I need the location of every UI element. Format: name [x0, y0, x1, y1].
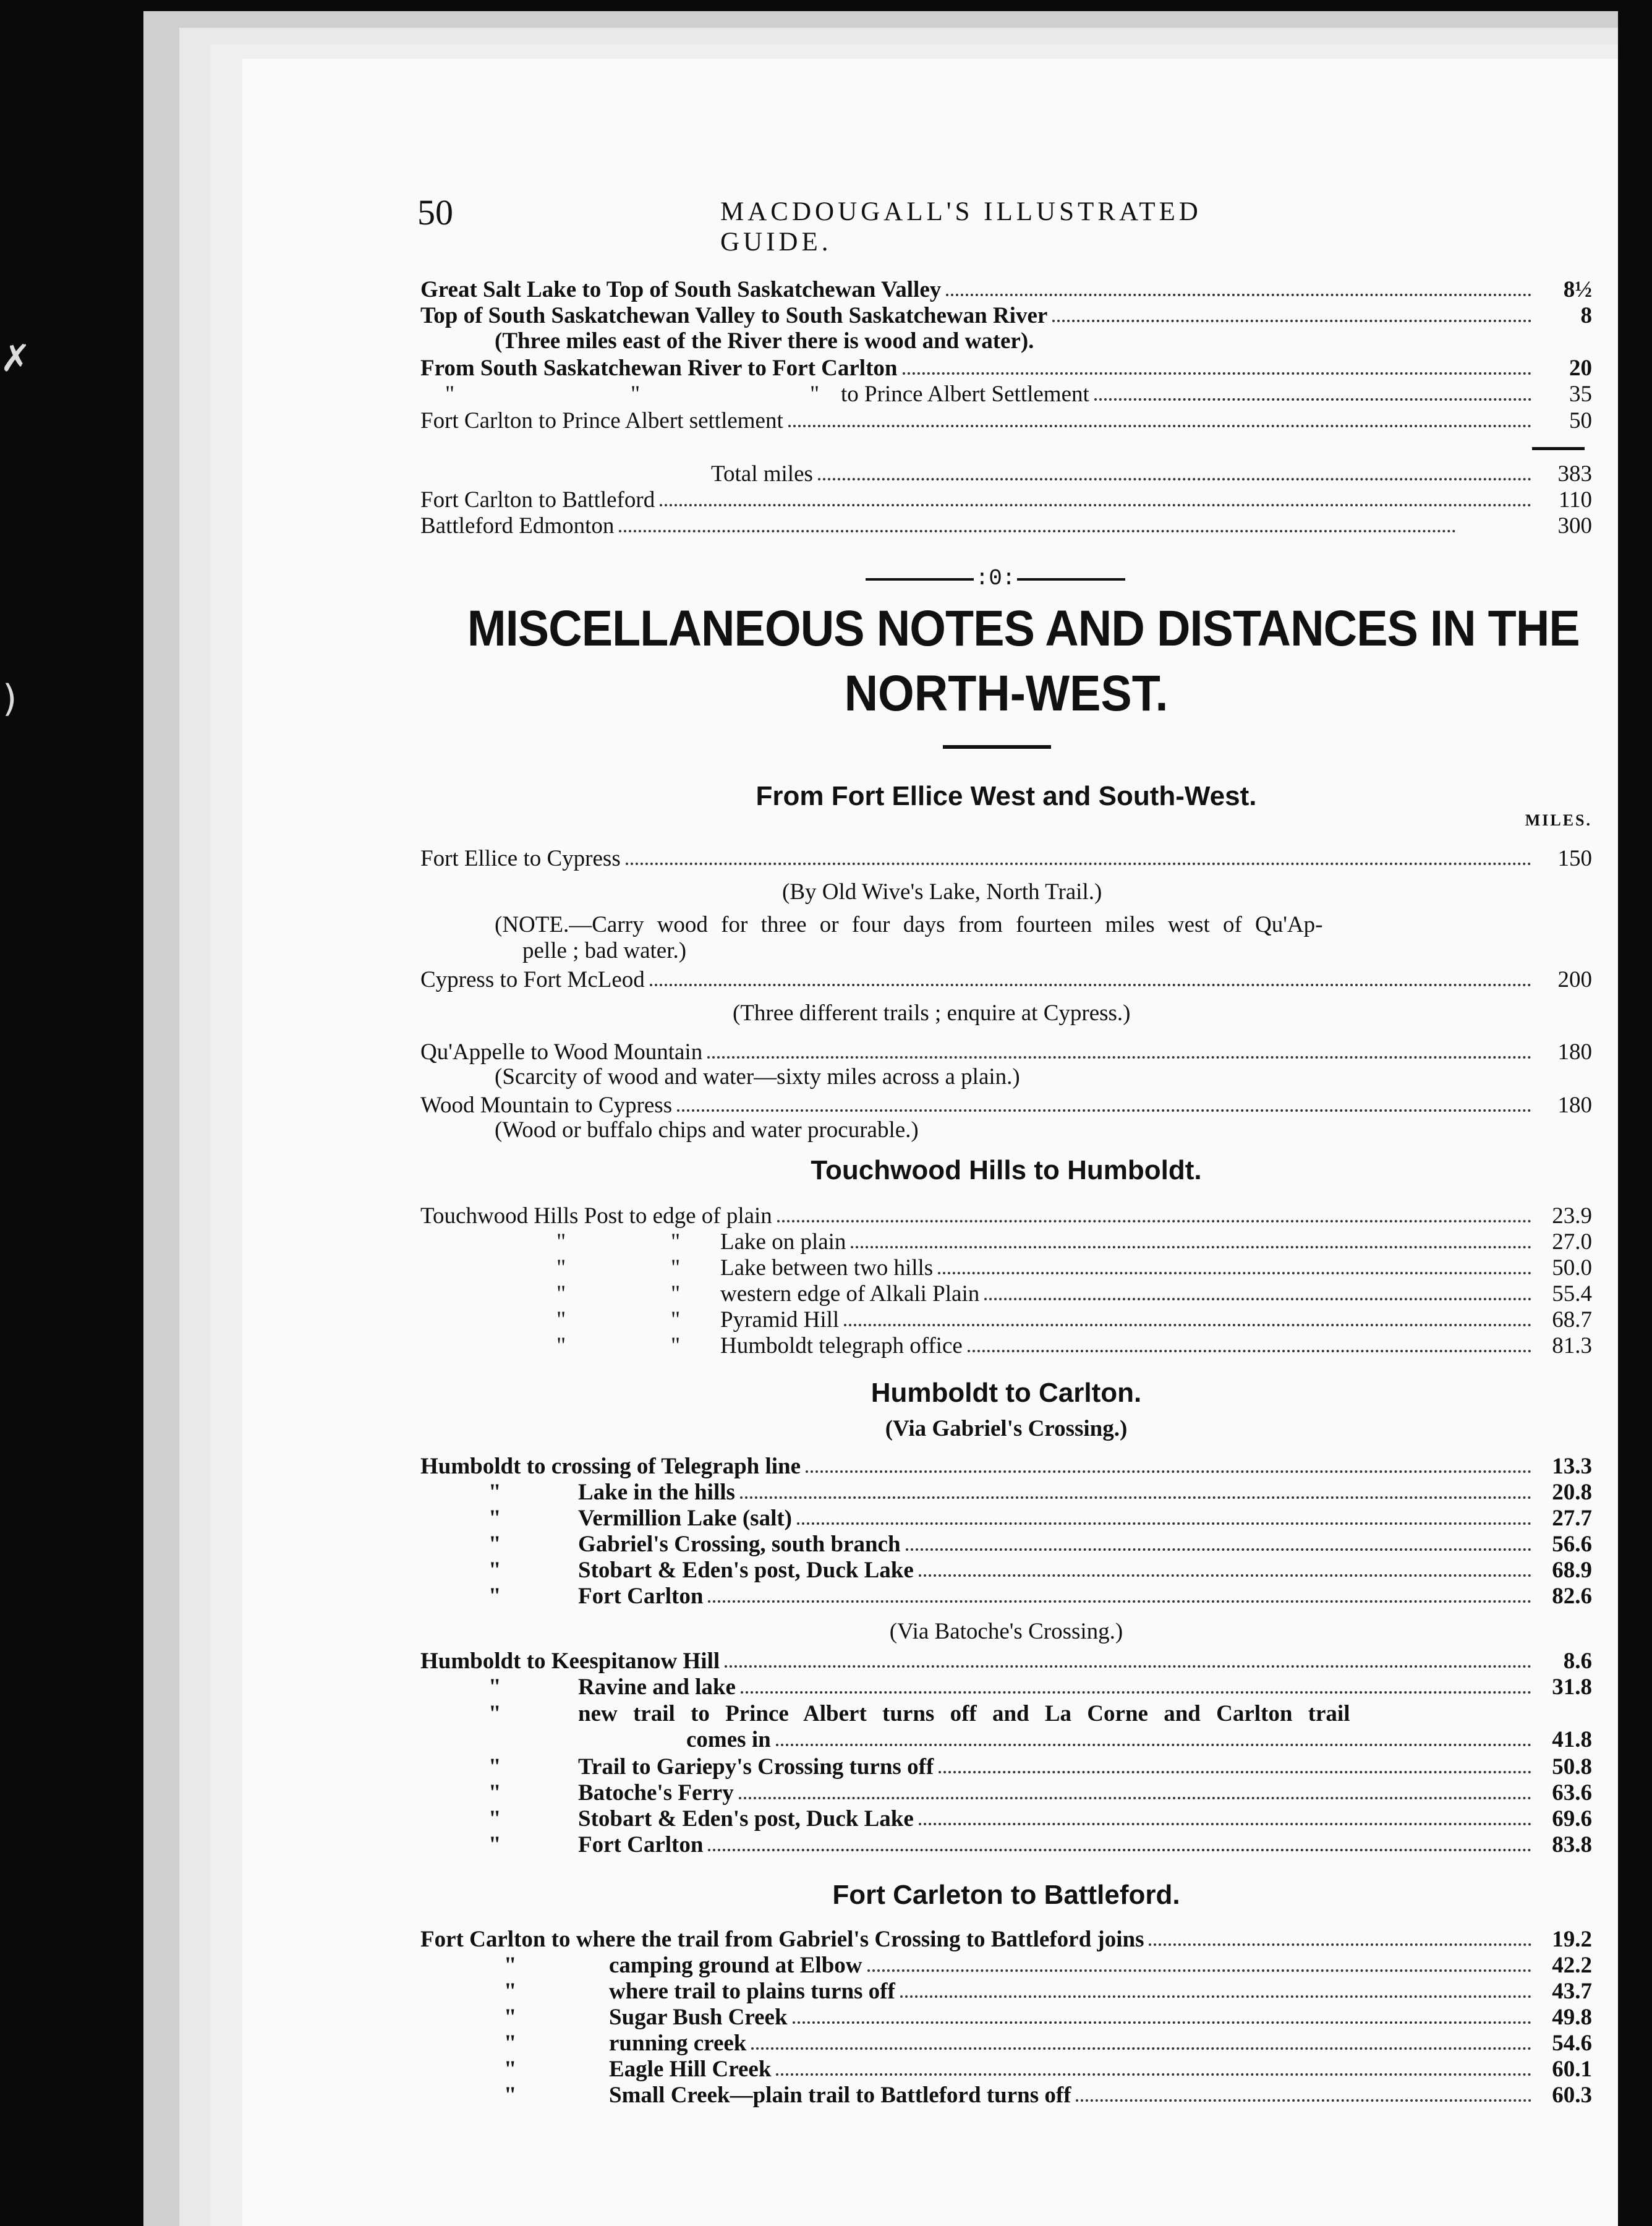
table-row: " " Lake on plain 27.0 [556, 1229, 1592, 1255]
table-row: Battleford Edmonton 300 [420, 513, 1592, 539]
note: (Three miles east of the River there is wood and water). [495, 328, 1034, 354]
ornament: :0: [975, 566, 1016, 591]
table-row: " Stobart & Eden's post, Duck Lake 68.9 [488, 1558, 1592, 1583]
scan-border [1618, 0, 1652, 2226]
table-row: " Batoche's Ferry 63.6 [488, 1780, 1592, 1806]
table-row: " " Lake between two hills 50.0 [556, 1255, 1592, 1281]
table-row: " camping ground at Elbow 42.2 [504, 1953, 1592, 1978]
table-row: " Gabriel's Crossing, south branch 56.6 [488, 1532, 1592, 1557]
table-row: Fort Ellice to Cypress 150 [420, 846, 1592, 871]
section-heading: Fort Carleton to Battleford. [832, 1880, 1180, 1910]
table-row: Touchwood Hills Post to edge of plain 23.9 [420, 1203, 1592, 1229]
table-row: " Ravine and lake 31.8 [488, 1674, 1592, 1700]
table-row: Humboldt to Keespitanow Hill 8.6 [420, 1648, 1592, 1674]
table-row: Qu'Appelle to Wood Mountain 180 [420, 1039, 1592, 1065]
page-number: 50 [417, 192, 453, 232]
table-row: Great Salt Lake to Top of South Saskatchewan Valley 8½ [420, 277, 1592, 302]
running-head: MACDOUGALL'S ILLUSTRATED GUIDE. [720, 197, 1202, 257]
table-row: " " western edge of Alkali Plain 55.4 [556, 1281, 1592, 1307]
note: pelle ; bad water.) [522, 938, 687, 963]
note: (Wood or buffalo chips and water procurable.) [495, 1117, 919, 1143]
note: (Scarcity of wood and water—sixty miles across a plain.) [495, 1064, 1020, 1090]
table-row: From South Saskatchewan River to Fort Carlton 20 [420, 356, 1592, 381]
note: (Three different trails ; enquire at Cypress.) [733, 1000, 1131, 1026]
page-header [417, 192, 1295, 257]
note: (By Old Wive's Lake, North Trail.) [782, 879, 1102, 905]
table-row: comes in 41.8 [686, 1727, 1592, 1752]
table-row: Fort Carlton to where the trail from Gabriel's Crossing to Battleford joins 19.2 [420, 1927, 1592, 1952]
miles-column-label: MILES. [1525, 811, 1592, 829]
table-row: " " " to Prince Albert Settlement 35 [445, 382, 1592, 407]
note: (NOTE.—Carry wood for three or four days from fourteen miles west of Qu'Ap- [495, 912, 1323, 937]
table-row: Fort Carlton to Prince Albert settlement 50 [420, 408, 1592, 433]
page-title-line2: NORTH-WEST. [844, 665, 1169, 722]
table-row: " where trail to plains turns off 43.7 [504, 1979, 1592, 2004]
scan-artifact-2: ) [2, 677, 17, 720]
table-row: Top of South Saskatchewan Valley to South Saskatchewan River 8 [420, 303, 1592, 328]
total-row: Total miles 383 [711, 461, 1592, 487]
ornament-rule-right [1017, 578, 1125, 581]
section-heading: Humboldt to Carlton. [871, 1378, 1142, 1408]
table-row: " Trail to Gariepy's Crossing turns off 50.8 [488, 1754, 1592, 1780]
table-row: " Stobart & Eden's post, Duck Lake 69.6 [488, 1806, 1592, 1832]
scan-artifact: ✗ [0, 337, 32, 380]
table-row: " Sugar Bush Creek 49.8 [504, 2005, 1592, 2030]
table-row: " Lake in the hills 20.8 [488, 1480, 1592, 1505]
table-row: Wood Mountain to Cypress 180 [420, 1093, 1592, 1118]
table-row: " " Humboldt telegraph office 81.3 [556, 1333, 1592, 1358]
table-row: " Vermillion Lake (salt) 27.7 [488, 1506, 1592, 1531]
section-heading: Touchwood Hills to Humboldt. [811, 1155, 1202, 1185]
page-title-line1: MISCELLANEOUS NOTES AND DISTANCES IN THE [467, 600, 1580, 657]
table-row: " Small Creek—plain trail to Battleford turns off 60.3 [504, 2083, 1592, 2108]
route-subheading: (Via Batoche's Crossing.) [889, 1619, 1123, 1644]
table-row: " Eagle Hill Creek 60.1 [504, 2057, 1592, 2082]
table-row: " Fort Carlton 83.8 [488, 1832, 1592, 1857]
table-row: " running creek 54.6 [504, 2031, 1592, 2056]
route-subheading: (Via Gabriel's Crossing.) [885, 1416, 1128, 1441]
table-row: Fort Carlton to Battleford 110 [420, 487, 1592, 513]
table-row: " Fort Carlton 82.6 [488, 1584, 1592, 1609]
title-rule [943, 745, 1051, 749]
table-row: " " Pyramid Hill 68.7 [556, 1307, 1592, 1333]
section-heading: From Fort Ellice West and South-West. [756, 781, 1257, 811]
table-row: Cypress to Fort McLeod 200 [420, 967, 1592, 992]
table-row: " new trail to Prince Albert turns off and La Corne and Carlton trail [488, 1701, 1350, 1726]
sum-rule [1532, 447, 1585, 450]
table-row: Humboldt to crossing of Telegraph line 13.3 [420, 1454, 1592, 1479]
